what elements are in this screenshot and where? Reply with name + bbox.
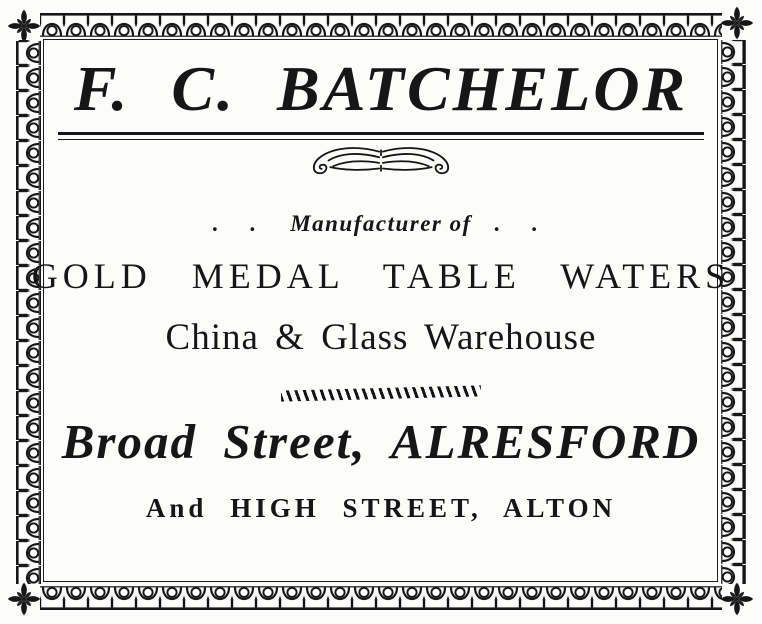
corner-fleuron-icon: [719, 581, 755, 617]
leader-dots: . .: [493, 211, 551, 236]
advertiser-name: F. C. BATCHELOR: [73, 53, 689, 124]
product-line: GOLD MEDAL TABLE WATERS: [31, 256, 731, 296]
manufacturer-label: Manufacturer of: [290, 211, 472, 236]
scroll-flourish-icon: [306, 142, 456, 180]
leader-dots: . .: [211, 211, 269, 236]
manufacturer-tagline: [0, 210, 762, 238]
border-bottom-frieze: [40, 585, 722, 610]
corner-fleuron-icon: [719, 5, 755, 41]
warehouse-line: China & Glass Warehouse: [165, 317, 597, 358]
secondary-address: And HIGH STREET, ALTON: [145, 493, 617, 523]
corner-fleuron-icon: [6, 8, 42, 44]
title-double-rule: [58, 132, 704, 140]
border-top-frieze: [40, 13, 722, 38]
primary-address: Broad Street, ALRESFORD: [61, 414, 701, 469]
corner-fleuron-icon: [6, 581, 42, 617]
